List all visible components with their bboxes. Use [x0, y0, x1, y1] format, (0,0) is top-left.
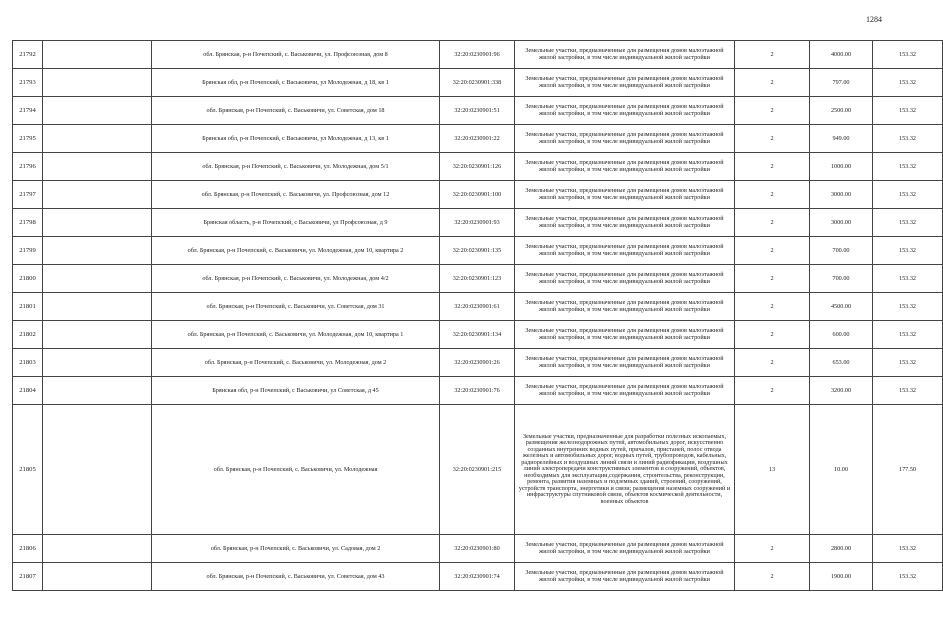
- blank-cell: [43, 153, 152, 181]
- land-use-purpose-cell: Земельные участки, предназначенные для размещения домов малоэтажной жилой застройки, в том числе индивидуальной жилой застройки: [515, 125, 735, 153]
- page-number: 1284: [866, 15, 882, 24]
- area-cell: 1900.00: [810, 563, 873, 591]
- use-group-cell: 2: [735, 125, 810, 153]
- area-cell: 2500.00: [810, 97, 873, 125]
- address-cell: обл. Брянская, р-н Почепский, с. Васьковичи, ул. Садовая, дом 2: [152, 535, 440, 563]
- address-cell: обл. Брянская, р-н Почепский, с. Васьковичи, ул. Профсоюзная, дом 12: [152, 181, 440, 209]
- area-cell: 700.00: [810, 237, 873, 265]
- specific-value-cell: 153.32: [873, 41, 943, 69]
- cadastral-number-cell: 32:20:0230901:96: [440, 41, 515, 69]
- cadastral-number-cell: 32:20:0230901:134: [440, 321, 515, 349]
- cadastral-value-table: [12, 40, 943, 591]
- cadastral-number-cell: 32:20:0230901:51: [440, 97, 515, 125]
- use-group-cell: 2: [735, 535, 810, 563]
- address-cell: обл. Брянская, р-н Почепский, с. Васьковичи, ул. Профсоюзная, дом 8: [152, 41, 440, 69]
- area-cell: 4000.00: [810, 41, 873, 69]
- row-number-cell: 21805: [13, 405, 43, 535]
- table-row: [13, 293, 943, 321]
- specific-value-cell: 153.32: [873, 293, 943, 321]
- row-number-cell: 21804: [13, 377, 43, 405]
- row-number-cell: 21802: [13, 321, 43, 349]
- address-cell: Брянская обл, р-н Почепский, с Васьковичи, ул Молодежная, д 18, кв 1: [152, 69, 440, 97]
- land-use-purpose-cell: Земельные участки, предназначенные для размещения домов малоэтажной жилой застройки, в том числе индивидуальной жилой застройки: [515, 237, 735, 265]
- area-cell: 653.00: [810, 349, 873, 377]
- blank-cell: [43, 125, 152, 153]
- address-cell: Брянская обл, р-н Почепский, с Васьковичи, ул Молодежная, д 13, кв 1: [152, 125, 440, 153]
- cadastral-number-cell: 32:20:0230901:61: [440, 293, 515, 321]
- land-use-purpose-cell: Земельные участки, предназначенные для размещения домов малоэтажной жилой застройки, в том числе индивидуальной жилой застройки: [515, 209, 735, 237]
- cadastral-number-cell: 32:20:0230901:76: [440, 377, 515, 405]
- land-use-purpose-cell: Земельные участки, предназначенные для размещения домов малоэтажной жилой застройки, в том числе индивидуальной жилой застройки: [515, 265, 735, 293]
- area-cell: 10.00: [810, 405, 873, 535]
- row-number-cell: 21806: [13, 535, 43, 563]
- cadastral-number-cell: 32:20:0230901:135: [440, 237, 515, 265]
- blank-cell: [43, 405, 152, 535]
- specific-value-cell: 153.32: [873, 265, 943, 293]
- land-use-purpose-cell: Земельные участки, предназначенные для размещения домов малоэтажной жилой застройки, в том числе индивидуальной жилой застройки: [515, 321, 735, 349]
- area-cell: 3200.00: [810, 377, 873, 405]
- land-use-purpose-cell: Земельные участки, предназначенные для размещения домов малоэтажной жилой застройки, в том числе индивидуальной жилой застройки: [515, 535, 735, 563]
- blank-cell: [43, 237, 152, 265]
- table-row: [13, 377, 943, 405]
- table-row: [13, 349, 943, 377]
- table-body: [13, 41, 943, 591]
- area-cell: 3000.00: [810, 181, 873, 209]
- specific-value-cell: 153.32: [873, 209, 943, 237]
- specific-value-cell: 153.32: [873, 69, 943, 97]
- blank-cell: [43, 181, 152, 209]
- blank-cell: [43, 349, 152, 377]
- address-cell: Брянская область, р-н Почепский, с Васьковичи, ул Профсоюзная, д 9: [152, 209, 440, 237]
- cadastral-number-cell: 32:20:0230901:100: [440, 181, 515, 209]
- specific-value-cell: 153.32: [873, 97, 943, 125]
- blank-cell: [43, 41, 152, 69]
- cadastral-number-cell: 32:20:0230901:80: [440, 535, 515, 563]
- blank-cell: [43, 293, 152, 321]
- row-number-cell: 21800: [13, 265, 43, 293]
- table-row: [13, 153, 943, 181]
- cadastral-number-cell: 32:20:0230901:215: [440, 405, 515, 535]
- address-cell: обл. Брянская, р-н Почепский, с. Васьковичи, ул. Советская, дом 43: [152, 563, 440, 591]
- table-row: [13, 41, 943, 69]
- use-group-cell: 2: [735, 69, 810, 97]
- table-row: [13, 97, 943, 125]
- row-number-cell: 21801: [13, 293, 43, 321]
- row-number-cell: 21794: [13, 97, 43, 125]
- use-group-cell: 2: [735, 321, 810, 349]
- table-row: [13, 237, 943, 265]
- row-number-cell: 21797: [13, 181, 43, 209]
- use-group-cell: 2: [735, 181, 810, 209]
- land-use-purpose-cell: Земельные участки, предназначенные для разработки полезных ископаемых, размещения железнодорожных путей, автомобильных дорог, искусственно созданных внутренних водных путей, причалов, пристаней, полос отвода железных и автомобильных дорог, водных путей, трубопроводов, кабельных, радиорелейных и воздушных линий связи и линий радиофикации, воздушных линий электропередачи конструктивных элементов и сооружений, объектов, необходимых для эксплуатации,содержания, строительства, реконструкции, ремонта, развития наземных и подземных зданий, строений, сооружений, устройств транспорта, энергетики и связи; размещения наземных сооружений и инфраструктуры спутниковой связи, объектов космической деятельности, военных объектов: [515, 405, 735, 535]
- land-use-purpose-cell: Земельные участки, предназначенные для размещения домов малоэтажной жилой застройки, в том числе индивидуальной жилой застройки: [515, 377, 735, 405]
- specific-value-cell: 153.32: [873, 377, 943, 405]
- area-cell: 700.00: [810, 265, 873, 293]
- area-cell: 949.00: [810, 125, 873, 153]
- land-use-purpose-cell: Земельные участки, предназначенные для размещения домов малоэтажной жилой застройки, в том числе индивидуальной жилой застройки: [515, 69, 735, 97]
- row-number-cell: 21793: [13, 69, 43, 97]
- area-cell: 600.00: [810, 321, 873, 349]
- cadastral-number-cell: 32:20:0230901:26: [440, 349, 515, 377]
- table-row: [13, 535, 943, 563]
- blank-cell: [43, 535, 152, 563]
- specific-value-cell: 153.32: [873, 563, 943, 591]
- cadastral-number-cell: 32:20:0230901:123: [440, 265, 515, 293]
- use-group-cell: 2: [735, 377, 810, 405]
- address-cell: обл. Брянская, р-н Почепский, с. Васьковичи, ул. Молодежная, дом 4/2: [152, 265, 440, 293]
- address-cell: обл. Брянская, р-н Почепский, с. Васьковичи, ул. Советская, дом 18: [152, 97, 440, 125]
- cadastral-number-cell: 32:20:0230901:74: [440, 563, 515, 591]
- row-number-cell: 21798: [13, 209, 43, 237]
- row-number-cell: 21807: [13, 563, 43, 591]
- area-cell: 3000.00: [810, 209, 873, 237]
- table-row: [13, 265, 943, 293]
- area-cell: 797.00: [810, 69, 873, 97]
- table-row: [13, 125, 943, 153]
- cadastral-number-cell: 32:20:0230901:126: [440, 153, 515, 181]
- use-group-cell: 2: [735, 153, 810, 181]
- specific-value-cell: 153.32: [873, 125, 943, 153]
- land-use-purpose-cell: Земельные участки, предназначенные для размещения домов малоэтажной жилой застройки, в том числе индивидуальной жилой застройки: [515, 563, 735, 591]
- use-group-cell: 2: [735, 265, 810, 293]
- table-row: [13, 181, 943, 209]
- address-cell: Брянская обл, р-н Почепский, с Васьковичи, ул Советская, д 45: [152, 377, 440, 405]
- address-cell: обл. Брянская, р-н Почепский, с. Васьковичи, ул. Советская, дом 31: [152, 293, 440, 321]
- specific-value-cell: 153.32: [873, 349, 943, 377]
- blank-cell: [43, 209, 152, 237]
- row-number-cell: 21792: [13, 41, 43, 69]
- address-cell: обл. Брянская, р-н Почепский, с. Васьковичи, ул. Молодежная, дом 10, квартира 2: [152, 237, 440, 265]
- land-use-purpose-cell: Земельные участки, предназначенные для размещения домов малоэтажной жилой застройки, в том числе индивидуальной жилой застройки: [515, 153, 735, 181]
- blank-cell: [43, 377, 152, 405]
- specific-value-cell: 153.32: [873, 237, 943, 265]
- use-group-cell: 13: [735, 405, 810, 535]
- table-row: [13, 209, 943, 237]
- cadastral-number-cell: 32:20:0230901:22: [440, 125, 515, 153]
- specific-value-cell: 153.32: [873, 153, 943, 181]
- cadastral-number-cell: 32:20:0230901:338: [440, 69, 515, 97]
- address-cell: обл. Брянская, р-н Почепский, с. Васьковичи, ул. Молодежная: [152, 405, 440, 535]
- row-number-cell: 21799: [13, 237, 43, 265]
- land-use-purpose-cell: Земельные участки, предназначенные для размещения домов малоэтажной жилой застройки, в том числе индивидуальной жилой застройки: [515, 349, 735, 377]
- use-group-cell: 2: [735, 209, 810, 237]
- row-number-cell: 21796: [13, 153, 43, 181]
- address-cell: обл. Брянская, р-н Почепский, с. Васьковичи, ул. Молодежная, дом 2: [152, 349, 440, 377]
- specific-value-cell: 177.50: [873, 405, 943, 535]
- specific-value-cell: 153.32: [873, 181, 943, 209]
- use-group-cell: 2: [735, 349, 810, 377]
- blank-cell: [43, 563, 152, 591]
- use-group-cell: 2: [735, 41, 810, 69]
- address-cell: обл. Брянская, р-н Почепский, с. Васьковичи, ул. Молодежная, дом 5/1: [152, 153, 440, 181]
- use-group-cell: 2: [735, 237, 810, 265]
- use-group-cell: 2: [735, 97, 810, 125]
- specific-value-cell: 153.32: [873, 321, 943, 349]
- table-row: [13, 321, 943, 349]
- area-cell: 2800.00: [810, 535, 873, 563]
- land-use-purpose-cell: Земельные участки, предназначенные для размещения домов малоэтажной жилой застройки, в том числе индивидуальной жилой застройки: [515, 293, 735, 321]
- use-group-cell: 2: [735, 563, 810, 591]
- use-group-cell: 2: [735, 293, 810, 321]
- blank-cell: [43, 321, 152, 349]
- address-cell: обл. Брянская, р-н Почепский, с. Васьковичи, ул. Молодежная, дом 10, квартира 1: [152, 321, 440, 349]
- area-cell: 4500.00: [810, 293, 873, 321]
- table-row: [13, 405, 943, 535]
- blank-cell: [43, 69, 152, 97]
- specific-value-cell: 153.32: [873, 535, 943, 563]
- blank-cell: [43, 97, 152, 125]
- land-use-purpose-cell: Земельные участки, предназначенные для размещения домов малоэтажной жилой застройки, в том числе индивидуальной жилой застройки: [515, 41, 735, 69]
- table-row: [13, 69, 943, 97]
- area-cell: 1000.00: [810, 153, 873, 181]
- blank-cell: [43, 265, 152, 293]
- row-number-cell: 21795: [13, 125, 43, 153]
- table-row: [13, 563, 943, 591]
- land-use-purpose-cell: Земельные участки, предназначенные для размещения домов малоэтажной жилой застройки, в том числе индивидуальной жилой застройки: [515, 181, 735, 209]
- row-number-cell: 21803: [13, 349, 43, 377]
- cadastral-number-cell: 32:20:0230901:93: [440, 209, 515, 237]
- land-use-purpose-cell: Земельные участки, предназначенные для размещения домов малоэтажной жилой застройки, в том числе индивидуальной жилой застройки: [515, 97, 735, 125]
